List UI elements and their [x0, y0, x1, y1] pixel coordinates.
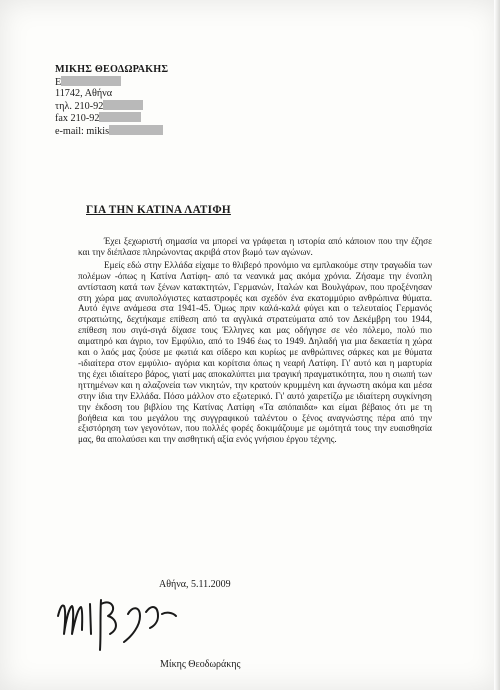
sender-address-row [55, 76, 168, 89]
letter-date: Αθήνα, 5.11.2009 [159, 579, 231, 590]
page-edge-shadow [494, 0, 500, 690]
handwritten-signature [54, 590, 254, 657]
letter-body [78, 236, 432, 447]
sender-email-row [55, 125, 168, 138]
signatory-name: Μίκης Θεοδωράκης [160, 659, 241, 670]
paragraph: Έχει ξεχωριστή σημασία να μπορεί να γράφεται η ιστορία από κάποιον που την έζησε και την διέπλασε πληρώνοντας ακριβά στον βωμό των αγώνων. [78, 236, 432, 257]
sender-address: Ε [55, 76, 62, 88]
paragraph: Εμείς εδώ στην Ελλάδα είχαμε το θλιβερό προνόμιο να εμπλακούμε στην τραγωδία των πολέμων -όπως η Κατίνα Λατίφη- από τα νεανικά μας ακόμα χρόνια. Ζήσαμε την ένοπλη αντίσταση κατά των ξένων κατακτητών, Γερμανών, Ιταλών και Βουλγάρων, που προξένησαν στη χώρα μας ανυπολόγιστες καταστροφές και σχεδόν ένα εκατομμύριο ανθρώπινα θύματα. Αυτό έγινε ανάμεσα στα 1941-45. Όμως πριν καλά-καλά φύγει και ο τελευταίος Γερμανός στρατιώτης, δεχτήκαμε επίθεση από τα αγγλικά στρατεύματα από τον Δεκέμβρη του 1944, επίθεση που σιγά-σιγά δίχασε τους Έλληνες και μας οδήγησε σε νέο πόλεμο, πολύ πιο αιματηρό και άγριο, τον Εμφύλιο, από το 1946 έως το 1949. Δηλαδή για μια δεκαετία η χώρα και ο λαός μας ζούσε με φωτιά και σίδερο και κυρίως με ανθρώπινες σάρκες και με θύματα -ιδιαίτερα στον εμφύλιο- αγόρια και κορίτσια όπως η νεαρή Λατίφη. Γι' αυτό και η μαρτυρία της έχει ιδιαίτερο βάρος, γιατί μας αποκαλύπτει μια τραγική πραγματικότητα, που η σιωπή των ηττημένων και η αλαζονεία των νικητών, την κρατούν κρυμμένη και άγνωστη ακόμα και μέσα στην ίδια την Ελλάδα. Πόσο μάλλον στο εξωτερικό. Γι' αυτό χαιρετίζω με ιδιαίτερη συγκίνηση την έκδοση του βιβλίου της Κατίνας Λατίφη «Τα απόπαιδα» και είμαι βέβαιος ότι με τη βοήθεια και του μεγάλου της συγγραφικού ταλέντου ο ξένος αναγνώστης πέρα από την εξιστόρηση των γεγονότων, που πολλές φορές δοκιμάζουμε με ωμότητά τους την ευαισθησία μας, θα απολαύσει και την αισθητική αξία ενός γνήσιου έργου τέχνης. [78, 259, 432, 445]
signature-drawing [54, 590, 254, 652]
sender-fax-row [55, 112, 168, 125]
sender-fax: fax 210-92 [55, 113, 100, 125]
redaction-bar [99, 112, 141, 122]
redaction-bar [103, 100, 143, 110]
sender-name: ΜΙΚΗΣ ΘΕΟΔΩΡΑΚΗΣ [55, 64, 169, 75]
redaction-bar [61, 76, 121, 86]
letter-subject: ΓΙΑ ΤΗΝ ΚΑΤΙΝΑ ΛΑΤΙΦΗ [86, 204, 231, 216]
sender-email: e-mail: mikis [55, 125, 110, 137]
redaction-bar [109, 125, 163, 135]
sender-phone: τηλ. 210-92 [55, 100, 104, 112]
sender-phone-row [55, 100, 168, 113]
sender-postal: 11742, Αθήνα [55, 88, 113, 100]
sender-block [55, 64, 168, 138]
